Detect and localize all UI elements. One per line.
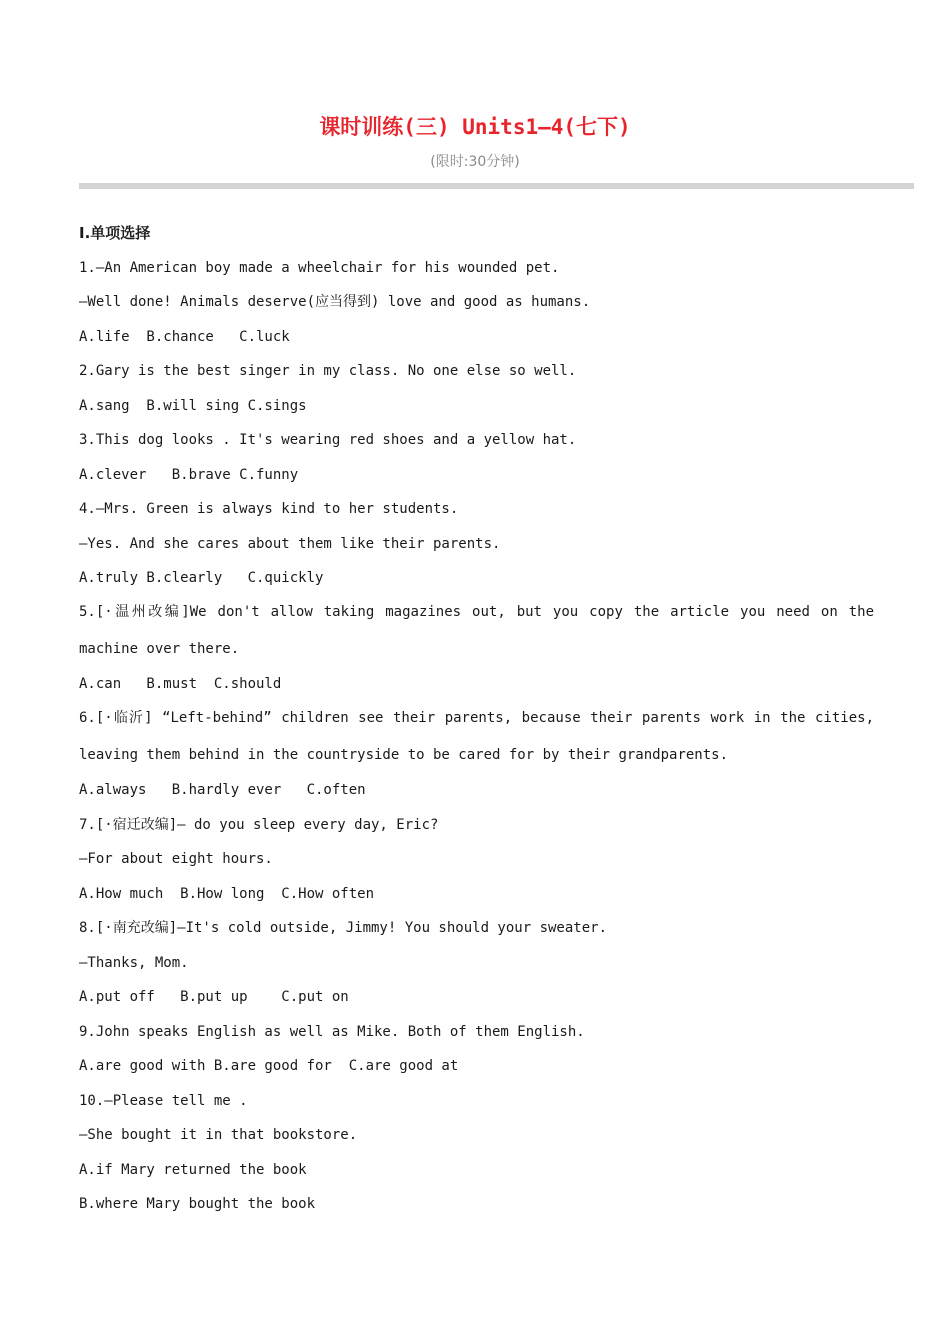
time-limit-subtitle: (限时:30分钟)	[430, 154, 520, 170]
question-line: 9.John speaks English as well as Mike. Both of them English.	[79, 1023, 585, 1040]
question-line: A.life B.chance C.luck	[79, 328, 290, 345]
question-line: 3.This dog looks . It's wearing red shoes and a yellow hat.	[79, 432, 577, 448]
header-divider	[79, 183, 914, 189]
question-line: 5.[·温州改编]We don't allow taking magazines out, but you copy the article you need on the machine over there.	[79, 604, 883, 657]
question-line: A.How much B.How long C.How often	[79, 885, 375, 902]
question-line: —For about eight hours.	[79, 851, 273, 867]
question-line: A.can B.must C.should	[79, 676, 282, 692]
exercise-content	[79, 218, 883, 1224]
question-line: —Yes. And she cares about them like their parents.	[79, 535, 501, 552]
page-title: 课时训练(三) Units1—4(七下)	[319, 115, 631, 139]
question-list	[79, 253, 883, 1220]
question-line: 6.[·临沂] “Left-behind” children see their parents, because their parents work in the cities, leaving them behind in the countryside to be cared for by their grandparents.	[79, 710, 883, 763]
question-line: 7.[·宿迁改编]— do you sleep every day, Eric?	[79, 816, 439, 833]
question-line: A.put off B.put up C.put on	[79, 989, 349, 1005]
question-line: —She bought it in that bookstore.	[79, 1127, 358, 1143]
question-line: —Thanks, Mom.	[79, 954, 189, 971]
question-line: A.always B.hardly ever C.often	[79, 782, 366, 798]
question-line: 10.—Please tell me .	[79, 1092, 248, 1109]
section-heading: Ⅰ.单项选择	[79, 224, 151, 242]
question-line: 2.Gary is the best singer in my class. No one else so well.	[79, 363, 577, 379]
question-line: B.where Mary bought the book	[79, 1196, 316, 1212]
question-line: 8.[·南充改编]—It's cold outside, Jimmy! You should your sweater.	[79, 920, 608, 936]
question-line: A.are good with B.are good for C.are good at	[79, 1058, 459, 1074]
question-line: A.clever B.brave C.funny	[79, 466, 299, 483]
question-line: A.sang B.will sing C.sings	[79, 397, 307, 414]
question-line: 4.—Mrs. Green is always kind to her students.	[79, 501, 459, 517]
question-line: 1.—An American boy made a wheelchair for his wounded pet.	[79, 259, 560, 276]
question-line: A.truly B.clearly C.quickly	[79, 570, 324, 586]
question-line: —Well done! Animals deserve(应当得到) love and good as humans.	[79, 294, 591, 310]
question-line: A.if Mary returned the book	[79, 1161, 307, 1178]
